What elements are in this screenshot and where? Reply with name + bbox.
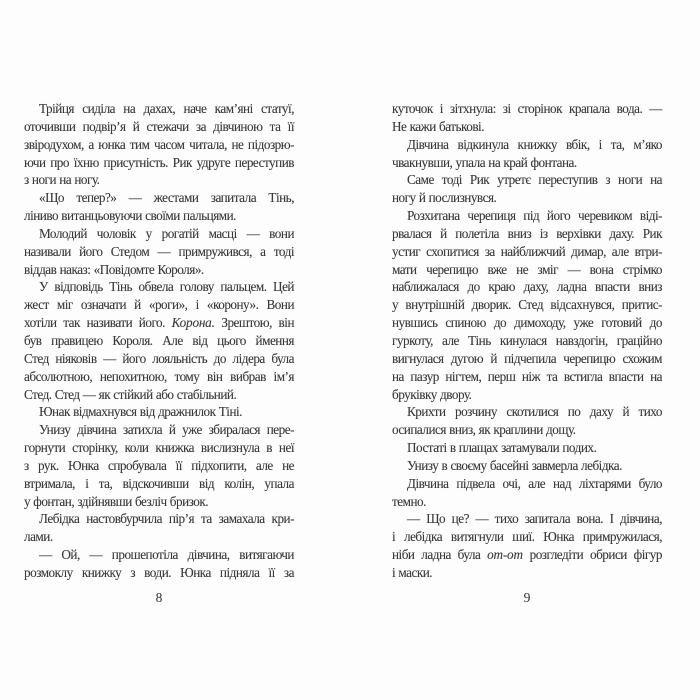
text-line: втримала, і та, відскочивши від колін, упала — [24, 475, 294, 491]
text-line: віддав наказ: «Повідомте Короля». — [24, 261, 204, 277]
text-line: абсолютною, непохитною, тому він вибрав ім’я — [24, 368, 294, 384]
italic-phrase: Корона. — [171, 315, 215, 331]
text-line: куточок і зітхнула: зі сторінок крапала вода. — — [392, 101, 662, 116]
text-line: горнути сторінку, коли книжка вислизнула в неї — [24, 440, 294, 456]
text-line: бруківку двору. — [392, 386, 472, 402]
text-line: — Що це? — тихо запитала вона. І дівчина, — [407, 511, 662, 527]
text-line: Дівчина підвела очі, але над ліхтарями було — [407, 475, 662, 491]
text-line: у фонтан, здійнявши безліч бризок. — [24, 493, 209, 509]
text-line: Унизу дівчина затихла й уже збиралася пере- — [39, 422, 294, 438]
text-line: Крихти розчину скотилися по даху й тихо — [407, 404, 662, 420]
text-line: на пазур нігтем, перш ніж та встигла впасти на — [392, 368, 662, 384]
left-page-text-block — [24, 100, 294, 582]
text-line: Стед ніяковів — його лояльність до лідера була — [24, 350, 294, 366]
italic-phrase: от-от — [487, 547, 523, 563]
text-line: і маски. — [392, 564, 433, 580]
text-line: Стед. Стед — як стійкий або стабільний. — [24, 386, 237, 402]
text-line: — Ой, — прошепотіла дівчина, витягаючи — [39, 547, 294, 563]
text-line: Трійця сиділа на дахах, наче кам’яні статуї, — [39, 101, 294, 116]
text-line: Саме тоді Рик утретє переступив з ноги на — [407, 172, 662, 188]
text-line: у внутрішній дворик. Стед відсахнувся, притис- — [392, 297, 662, 313]
text-line: розмоклу книжку з води. Юнка підняла її за — [24, 564, 294, 580]
text-line: жест міг означати й «роги», і «корону». Вони — [24, 297, 294, 313]
text-line: Не кажи батькові. — [392, 118, 485, 134]
text-line: Розхитана черепиця під його черевиком віді- — [407, 208, 662, 224]
text-line: темно. — [392, 493, 426, 509]
text-line: Дівчина відкинула книжку вбік, і та, м’яко — [407, 136, 662, 152]
text-line: чвакнувши, упала на край фонтана. — [392, 154, 577, 170]
text-line: ючи про їхню присутність. Рик удруге переступив — [24, 154, 294, 170]
left-page-number: 8 — [155, 589, 163, 605]
text-line: звіродухом, а юнка тим часом читала, не підозрю- — [24, 136, 294, 152]
text-line: мати черепицю вже не зміг — вона стрімко — [392, 261, 662, 277]
text-line: ліниво витанцьовуючи своїми пальцями. — [24, 208, 236, 224]
right-page — [392, 100, 662, 606]
text-line: «Що тепер?» — жестами запитала Тінь, — [39, 190, 294, 206]
text-line: з рук. Юнка спробувала її підхопити, але не — [24, 457, 294, 473]
text-line: був правицею Короля. Але від цього ймення — [24, 332, 294, 348]
text-line: з ноги на ногу. — [24, 172, 100, 188]
left-page — [24, 100, 294, 606]
right-page-text-block — [392, 100, 662, 582]
text-line: лами. — [24, 529, 53, 545]
text-line: У відповідь Тінь обвела голову пальцем. Цей — [39, 279, 294, 295]
text-line: і лебідка витягнули шиї. Юнка примружилася, — [392, 529, 662, 545]
text-line: ніби ладна була от-от розгледіти обриси фігур — [392, 547, 662, 563]
text-line: наближалася до краю даху, ладна впасти вниз — [392, 279, 662, 295]
text-line: гуркоту, але Тінь кинулася навздогін, граційно — [392, 332, 662, 348]
text-line: устиг схопитися за найближчий димар, але втри- — [392, 243, 662, 259]
text-line: ногу й послизнувся. — [392, 190, 497, 206]
text-line: Постаті в плащах затамували подих. — [407, 440, 597, 456]
text-line: рвалася й полетіла вниз із верхівки даху. Рик — [392, 225, 662, 241]
right-page-number: 9 — [523, 589, 531, 605]
text-line: Унизу в своєму басейні завмерла лебідка. — [407, 457, 622, 473]
text-line: хотіли так називати його. Корона. Зрештою, він — [24, 315, 295, 331]
text-line: нувшись спиною до димоходу, уже готовий до — [392, 315, 662, 331]
text-line: Юнак відмахнувся від дражнилок Тіні. — [39, 404, 242, 420]
text-line: Лебідка настовбурчила пір’я та замахала кри- — [39, 511, 294, 527]
text-line: Молодий чоловік у рогатій масці — вони — [39, 225, 294, 241]
text-line: вигнулася дугою й підчепила черепицю схожим — [392, 350, 662, 366]
text-line: осипалися вниз, як краплини дощу. — [392, 422, 576, 438]
text-line: називали його Стедом — примружився, а тоді — [24, 243, 294, 259]
text-line: оточивши подвір’я й стежачи за дівчиною та її — [24, 118, 294, 134]
